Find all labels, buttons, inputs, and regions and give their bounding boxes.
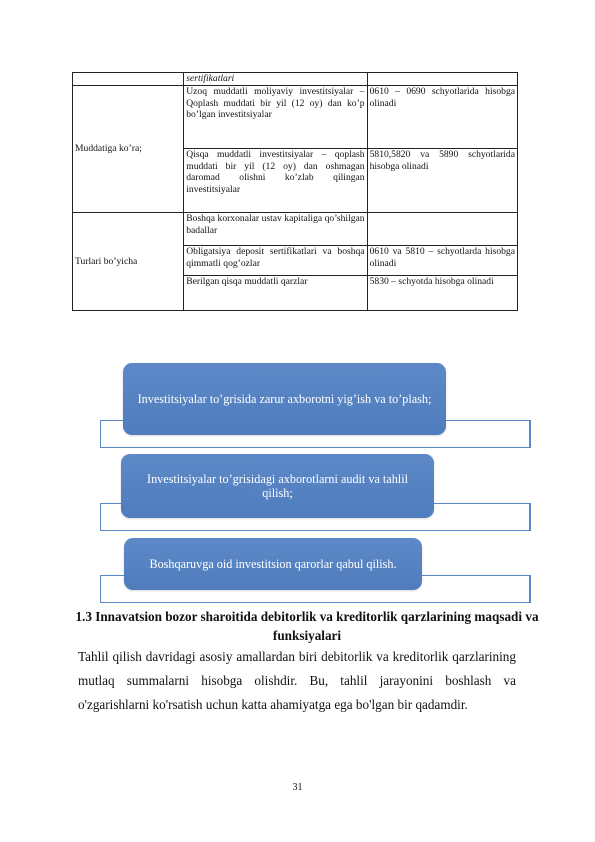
- table-cell: 5830 – schyotda hisobga olinadi: [367, 276, 517, 311]
- table-row: [73, 73, 518, 86]
- page-number: 31: [292, 782, 303, 793]
- table-cell: Boshqa korxonalar ustav kapitaliga qo’shilgan badallar: [184, 213, 367, 246]
- section-heading: 1.3 Innavatsion bozor sharoitida debitorlik va kreditorlik qarzlarining maqsadi va funksiyalari: [75, 609, 539, 643]
- diagram-strip: [100, 575, 531, 603]
- diagram-strip: [100, 503, 531, 531]
- body-paragraph: Tahlil qilish davridagi asosiy amallardan biri debitorlik va kreditorlik qarzlarining mutlaq summalarni hisobga olishdir. Bu, tahlil jarayonini boshlash va o'zgarishlarni ko'rsatish uchun katta ahamiyatga ega bo'lgan bir qadamdir.: [78, 649, 516, 712]
- table-cell: 0610 va 5810 – schyotlarda hisobga olinadi: [367, 246, 517, 276]
- table-cell: [367, 73, 517, 86]
- table-row: [73, 213, 518, 246]
- table-cell: 5810,5820 va 5890 schyotlarida hisobga olinadi: [367, 149, 517, 213]
- table-cell: Qisqa muddatli investitsiyalar – qoplash muddati bir yil (12 oy) dan oshmagan daromad olishni ko’zlab qilingan investitsiyalar: [184, 149, 367, 213]
- table-cell: [367, 213, 517, 246]
- table-cell: 0610 – 0690 schyotlarida hisobga olinadi: [367, 86, 517, 149]
- diagram-strip: [100, 420, 531, 448]
- diagram-step-1: Investitsiyalar to’grisida zarur axborotni yig’ish va to’plash;: [123, 363, 446, 435]
- table-row: [73, 86, 518, 149]
- table-cell: sertifikatlari: [184, 73, 367, 86]
- investment-classification-table: [72, 72, 518, 311]
- table-cell: Uzoq muddatli moliyaviy investitsiyalar – Qoplash muddati bir yil (12 oy) dan ko’p bo’lgan investitsiyalar: [184, 86, 367, 149]
- diagram-step-3: Boshqaruvga oid investitsion qarorlar qabul qilish.: [124, 538, 422, 590]
- group-label-turlari: Turlari bo’yicha: [73, 213, 184, 311]
- table-cell: [73, 73, 184, 86]
- diagram-step-2: Investitsiyalar to’grisidagi axborotlarni audit va tahlil qilish;: [121, 454, 434, 518]
- table-cell: Berilgan qisqa muddatli qarzlar: [184, 276, 367, 311]
- group-label-muddatiga: Muddatiga ko’ra;: [73, 86, 184, 213]
- table-cell: Obligatsiya deposit sertifikatlari va boshqa qimmatli qog’ozlar: [184, 246, 367, 276]
